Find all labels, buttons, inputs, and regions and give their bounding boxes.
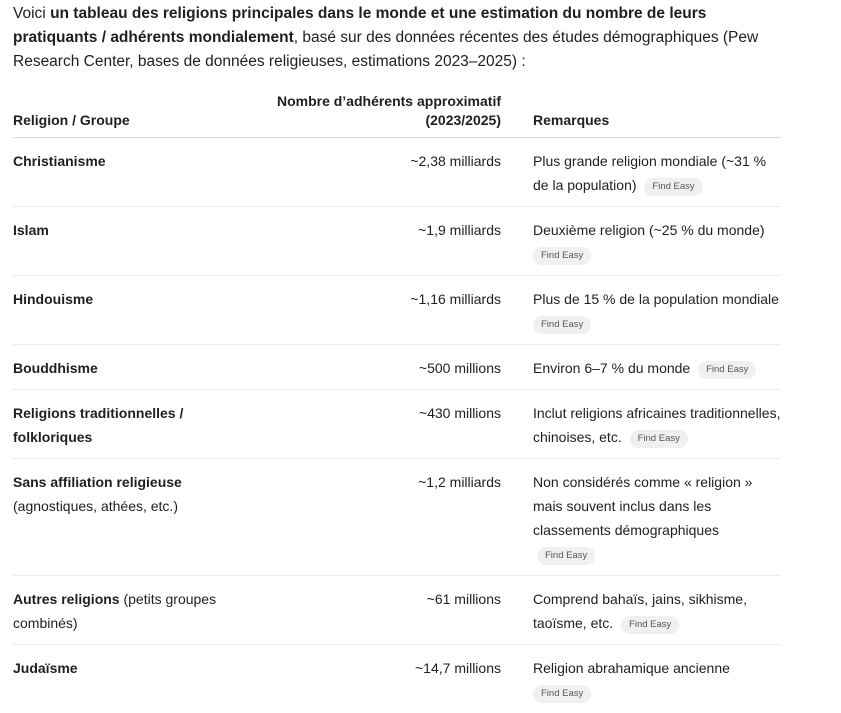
remark-cell [501, 276, 781, 345]
remark-text: Comprend bahaïs, jains, sikhisme, taoïsme, etc. [533, 591, 747, 631]
remark-cell [501, 576, 781, 645]
source-citation-chip[interactable]: Find Easy [630, 430, 688, 448]
remark-text: Deuxième religion (~25 % du monde) [533, 222, 765, 238]
remark-text: Plus de 15 % de la population mondiale [533, 291, 779, 307]
intro-prefix: Voici [13, 5, 50, 22]
table-row [13, 459, 781, 576]
adherents-count: ~1,2 milliards [243, 459, 501, 576]
header-religion: Religion / Groupe [13, 92, 243, 138]
religion-name: Christianisme [13, 153, 106, 169]
remark-cell [501, 459, 781, 576]
remark-cell [501, 207, 781, 276]
religion-extra: (agnostiques, athées, etc.) [13, 498, 178, 514]
religion-name: Sans affiliation religieuse [13, 474, 182, 490]
source-citation-chip[interactable]: Find Easy [533, 247, 591, 265]
table-header-row [13, 92, 781, 138]
source-citation-chip[interactable]: Find Easy [533, 316, 591, 334]
table-row [13, 276, 781, 345]
table-row [13, 390, 781, 459]
religion-name: Religions traditionnelles / folkloriques [13, 405, 183, 445]
adherents-count: ~430 millions [243, 390, 501, 459]
table-row [13, 345, 781, 390]
remark-text: Non considérés comme « religion » mais souvent inclus dans les classements démographiques [533, 474, 752, 538]
religion-cell [13, 390, 243, 459]
adherents-count: ~1,9 milliards [243, 207, 501, 276]
header-adherents [243, 92, 501, 138]
religion-name: Hindouisme [13, 291, 93, 307]
header-remarks: Remarques [501, 92, 781, 138]
religion-extra: (petits groupes combinés) [13, 591, 216, 631]
religion-cell [13, 276, 243, 345]
source-citation-chip[interactable]: Find Easy [533, 685, 591, 703]
remark-text: Environ 6–7 % du monde [533, 360, 690, 376]
source-citation-chip[interactable]: Find Easy [537, 547, 595, 565]
header-adherents-line1: Nombre d’adhérents approximatif [277, 93, 501, 109]
intro-suffix: , basé sur des données récentes des études démographiques (Pew Research Center, bases de données religieuses, estimations 2023–2025) : [13, 29, 758, 70]
remark-cell [501, 390, 781, 459]
religions-table [13, 92, 781, 713]
remark-cell [501, 645, 781, 713]
adherents-count: ~61 millions [243, 576, 501, 645]
adherents-count: ~2,38 milliards [243, 138, 501, 207]
remark-cell [501, 345, 781, 390]
adherents-count: ~500 millions [243, 345, 501, 390]
remark-text: Religion abrahamique ancienne [533, 660, 730, 676]
source-citation-chip[interactable]: Find Easy [621, 616, 679, 634]
religion-name: Islam [13, 222, 49, 238]
religion-cell [13, 207, 243, 276]
table-row [13, 207, 781, 276]
source-citation-chip[interactable]: Find Easy [644, 178, 702, 196]
intro-bold: un tableau des religions principales dans le monde et une estimation du nombre de leurs pratiquants / adhérents mondialement [13, 5, 706, 46]
intro-paragraph [13, 2, 773, 74]
religion-cell [13, 345, 243, 390]
religion-cell [13, 645, 243, 713]
religion-cell [13, 576, 243, 645]
remark-cell [501, 138, 781, 207]
adherents-count: ~1,16 milliards [243, 276, 501, 345]
header-adherents-line2: (2023/2025) [425, 112, 501, 128]
religion-cell [13, 459, 243, 576]
table-row [13, 138, 781, 207]
religion-name: Bouddhisme [13, 360, 98, 376]
religion-name: Autres religions [13, 591, 120, 607]
adherents-count: ~14,7 millions [243, 645, 501, 713]
religion-name: Judaïsme [13, 660, 78, 676]
remark-text: Inclut religions africaines traditionnelles, chinoises, etc. [533, 405, 780, 445]
remark-text: Plus grande religion mondiale (~31 % de la population) [533, 153, 766, 193]
table-row [13, 576, 781, 645]
table-row [13, 645, 781, 713]
religion-cell [13, 138, 243, 207]
source-citation-chip[interactable]: Find Easy [698, 361, 756, 379]
